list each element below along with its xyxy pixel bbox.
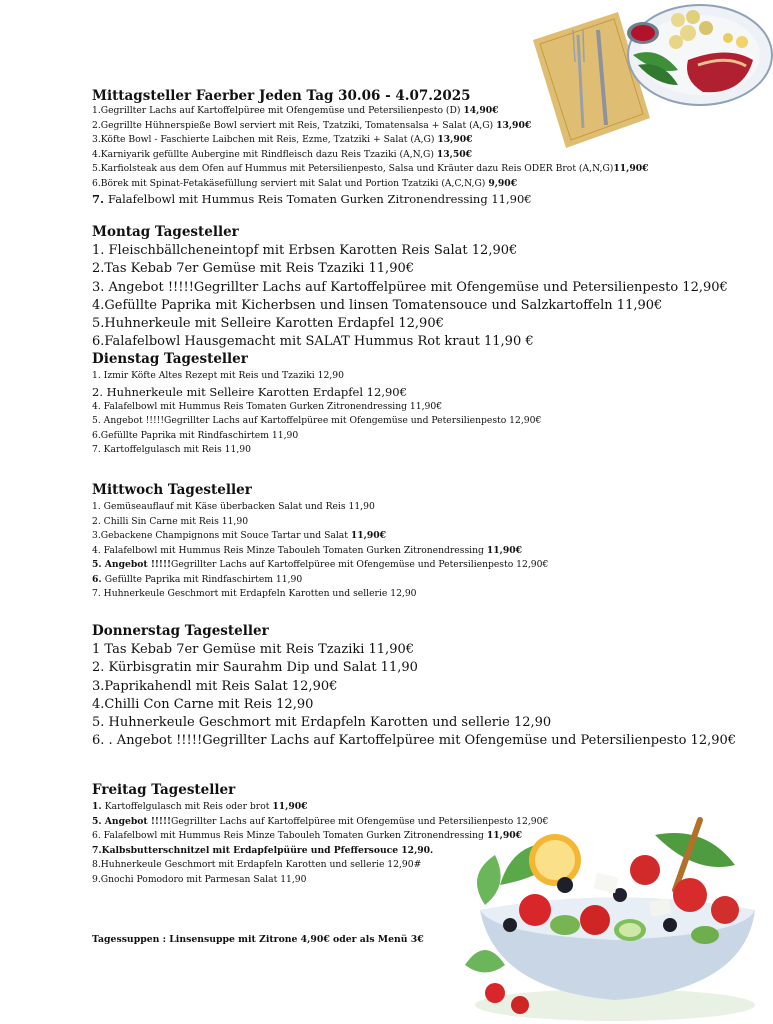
menu-item-text: 9.Gnochi Pomodoro mit Parmesan Salat 11,90 — [92, 873, 307, 885]
menu-item-text: 2.Gegrillte Hühnerspieße Bowl serviert mit Reis, Tzatziki, Tomatensalsa + Salat (A,G) — [92, 119, 497, 131]
menu-item-text: 6. Falafelbowl mit Hummus Reis Minze Tabouleh Tomaten Gurken Zitronendressing — [92, 830, 487, 841]
menu-item-text: 2. Huhnerkeule mit Selleire Karotten Erdapfel 12,90€ — [92, 384, 407, 399]
menu-item-text: Gegrillter Lachs auf Kartoffelpüree mit Ofengemüse und Petersilienpesto 12,90€ — [171, 559, 549, 570]
mittwoch-heading: Mittwoch Tagesteller — [92, 482, 252, 498]
menu-item — [92, 384, 541, 400]
menu-item-number: 7. — [92, 192, 109, 206]
menu-item — [92, 414, 541, 429]
freitag-section — [92, 782, 548, 887]
menu-item — [92, 177, 649, 192]
menu-item-text: 2. Chilli Sin Carne mit Reis 11,90 — [92, 515, 249, 527]
menu-item — [92, 119, 649, 134]
menu-item: 3.Paprikahendl mit Reis Salat 12,90€ — [92, 678, 338, 694]
donnerstag-heading: Donnerstag Tagesteller — [92, 623, 269, 639]
menu-item — [92, 133, 649, 148]
menu-item: 6. . Angebot !!!!!Gegrillter Lachs auf Kartoffelpüree mit Ofengemüse und Petersilienpesto 12,90€ — [92, 733, 737, 749]
menu-item-price: 13,90€ — [437, 134, 473, 145]
menu-item-price: 11,90€ — [272, 801, 308, 812]
dienstag-heading: Dienstag Tagesteller — [92, 351, 248, 367]
menu-item — [92, 500, 548, 515]
menu-item-text: 1.Gegrillter Lachs auf Kartoffelpüree mit Ofengemüse und Petersilienpesto (D) — [92, 105, 464, 116]
menu-item — [92, 587, 548, 602]
soup-section — [92, 934, 424, 945]
menu-item-text: 7. Huhnerkeule Geschmort mit Erdapfeln Karotten und sellerie 12,90 — [92, 588, 417, 599]
menu-item-text: 3.Köfte Bowl - Faschierte Laibchen mit Reis, Ezme, Tzatziki + Salat (A,G) — [92, 134, 438, 145]
menu-item: 2. Kürbisgratin mir Saurahm Dip und Salat 11,90 — [92, 660, 418, 676]
menu-item-highlight: 1. — [92, 801, 105, 812]
menu-item: 2.Tas Kebab 7er Gemüse mit Reis Tzaziki 11,90€ — [92, 261, 415, 277]
menu-item-text: Kartoffelgulasch mit Reis oder brot — [104, 801, 273, 812]
menu-item — [92, 558, 548, 573]
menu-item — [92, 573, 548, 588]
menu-item: 4.Chilli Con Carne mit Reis 12,90 — [92, 696, 314, 712]
menu-item-price: 13,50€ — [436, 148, 473, 160]
menu-item-highlight: 7.Kalbsbutterschnitzel mit Erdapfelpüüre und Pfeffersouce 12,90. — [92, 844, 434, 856]
freitag-heading: Freitag Tagesteller — [92, 782, 236, 798]
menu-item-price: 14,90€ — [463, 105, 499, 116]
menu-item-text: 3.Gebackene Champignons mit Souce Tartar und Salat — [92, 530, 351, 541]
menu-item — [92, 148, 649, 163]
menu-item-price: 11,90€ — [350, 530, 387, 541]
menu-item-highlight: 6. — [92, 573, 105, 585]
montag-heading: Montag Tagesteller — [92, 224, 239, 240]
menu-item — [92, 429, 541, 444]
menu-item — [92, 191, 649, 207]
menu-item-price: 13,90€ — [496, 119, 532, 131]
menu-item-text: Gefüllte Paprika mit Rindfaschirtem 11,90 — [104, 573, 303, 585]
menu-item: 6.Falafelbowl Hausgemacht mit SALAT Hummus Rot kraut 11,90 € — [92, 334, 534, 350]
menu-item-text: 4. Falafelbowl mit Hummus Reis Minze Tabouleh Tomaten Gurken Zitronendressing — [92, 544, 487, 556]
menu-item-text: 1. Gemüseauflauf mit Käse überbacken Salat und Reis 11,90 — [92, 501, 375, 512]
menu-item: 5. Huhnerkeule Geschmort mit Erdapfeln Karotten und sellerie 12,90 — [92, 715, 552, 731]
menu-item — [92, 800, 548, 815]
menu-item — [92, 544, 548, 559]
menu-item — [92, 873, 548, 888]
menu-item-text: Falafelbowl mit Hummus Reis Tomaten Gurken Zitronendressing 11,90€ — [108, 192, 532, 206]
menu-item-price: 11,90€ — [613, 163, 649, 174]
menu-item — [92, 400, 541, 415]
menu-item-text: 7. Kartoffelgulasch mit Reis 11,90 — [92, 444, 251, 456]
menu-item-text: 5.Karfiolsteak aus dem Ofen auf Hummus mit Petersilienpesto, Salsa und Kräuter dazu Reis ODER Brot (A,N,G) — [92, 163, 614, 174]
menu-item-text: 6.Gefüllte Paprika mit Rindfaschirtem 11,90 — [92, 429, 299, 441]
menu-item-highlight: 5. Angebot !!!!! — [92, 559, 172, 570]
menu-item-text: 8.Huhnerkeule Geschmort mit Erdapfeln Karotten und sellerie 12,90# — [92, 859, 422, 870]
menu-item — [92, 815, 548, 830]
menu-item: 1 Tas Kebab 7er Gemüse mit Reis Tzaziki 11,90€ — [92, 642, 415, 657]
weekly-menu-section — [92, 88, 649, 207]
menu-item — [92, 844, 548, 859]
menu-item-text: 4. Falafelbowl mit Hummus Reis Tomaten Gurken Zitronendressing 11,90€ — [92, 400, 443, 412]
menu-item-text: 1. Izmir Köfte Altes Rezept mit Reis und Tzaziki 12,90 — [92, 370, 344, 381]
menu-title: Mittagsteller Faerber Jeden Tag 30.06 - 4.07.2025 — [92, 88, 471, 104]
mittwoch-section — [92, 482, 548, 602]
menu-item-highlight: 5. Angebot !!!!! — [92, 815, 172, 827]
menu-item-text: 6.Börek mit Spinat-Fetakäsefüllung serviert mit Salat und Portion Tzatziki (A,C,N,G) — [92, 177, 489, 189]
menu-item-price: 11,90€ — [486, 830, 523, 841]
menu-item: 3. Angebot !!!!!Gegrillter Lachs auf Kartoffelpüree mit Ofengemüse und Petersilienpesto 12,90€ — [92, 279, 728, 295]
menu-item-price: 9,90€ — [488, 177, 518, 189]
menu-item-text: 4.Karniyarik gefüllte Aubergine mit Rindfleisch dazu Reis Tzaziki (A,N,G) — [92, 148, 437, 160]
menu-item — [92, 515, 548, 530]
menu-item-text: Gegrillter Lachs auf Kartoffelpüree mit Ofengemüse und Petersilienpesto 12,90€ — [171, 815, 549, 827]
dienstag-section — [92, 351, 541, 458]
daily-soup-note: Tagessuppen : Linsensuppe mit Zitrone 4,90€ oder als Menü 3€ — [92, 934, 424, 945]
menu-item-text: 5. Angebot !!!!!Gegrillter Lachs auf Kartoffelpüree mit Ofengemüse und Petersilienpesto 12,90€ — [92, 415, 542, 427]
menu-item — [92, 162, 649, 177]
menu-item — [92, 858, 548, 873]
menu-item: 4.Gefüllte Paprika mit Kicherbsen und linsen Tomatensouce und Salzkartoffeln 11,90€ — [92, 297, 663, 313]
donnerstag-section — [92, 623, 736, 751]
menu-item — [92, 829, 548, 844]
montag-section — [92, 224, 728, 352]
menu-item — [92, 369, 541, 384]
menu-item — [92, 104, 649, 119]
menu-item: 5.Huhnerkeule mit Selleire Karotten Erdapfel 12,90€ — [92, 316, 444, 332]
menu-item — [92, 443, 541, 458]
menu-item — [92, 529, 548, 544]
menu-item: 1. Fleischbällcheneintopf mit Erbsen Karotten Reis Salat 12,90€ — [92, 243, 518, 258]
menu-item-price: 11,90€ — [486, 544, 523, 556]
